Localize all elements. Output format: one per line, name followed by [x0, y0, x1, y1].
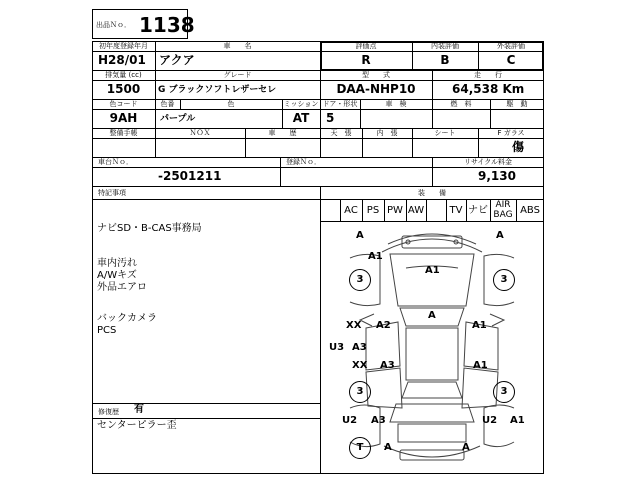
mileage-label: 走 行: [474, 71, 502, 79]
damage-mark: U2: [342, 415, 358, 426]
drive-label: 駆 動: [506, 100, 528, 108]
tire-mark: 3: [493, 381, 515, 403]
damage-mark: A3: [352, 342, 367, 353]
damage-mark: A1: [472, 320, 487, 331]
remark-line: 外品エアロ: [97, 282, 147, 293]
car-name-value: アクア: [159, 53, 195, 67]
score-value: R: [361, 53, 371, 67]
equipment-label: 装 備: [418, 189, 446, 197]
nox-label: ＮＯＸ: [189, 129, 211, 137]
recycle-label: リサイクル料金: [463, 158, 513, 166]
remark-line: バックカメラ: [97, 313, 157, 324]
damage-mark: A: [496, 230, 504, 241]
damage-mark: A3: [380, 360, 395, 371]
remark-line: ナビSD・B-CAS事務局: [97, 223, 202, 234]
color-code-value: 9AH: [109, 111, 138, 125]
equip-navi: ナビ: [468, 205, 488, 216]
year-label: 初年度登録年月: [99, 42, 148, 50]
spare-tire-mark: T: [349, 437, 371, 459]
seat-label: シート: [434, 129, 456, 137]
damage-mark: XX: [346, 320, 362, 331]
model-label: 型 式: [362, 71, 390, 79]
displacement-value: 1500: [106, 82, 141, 96]
chassis-no-value: -2501211: [158, 169, 222, 183]
equip-pw: PW: [387, 205, 403, 216]
year-value: H28/01: [98, 53, 146, 67]
remark-line: PCS: [97, 325, 117, 336]
tire-mark: 3: [349, 381, 371, 403]
car-name-label: 車 名: [223, 42, 252, 50]
tire-mark: 3: [349, 269, 371, 291]
exterior-label: 外装評価: [497, 42, 525, 50]
inspection-label: 車 検: [385, 100, 407, 108]
mileage-value: 64,538 Km: [452, 82, 525, 96]
score-label: 評価点: [355, 42, 377, 50]
damage-mark: U2: [482, 415, 498, 426]
damage-mark: U3: [329, 342, 345, 353]
remark-line: 車内汚れ: [97, 258, 137, 269]
fuel-label: 燃 料: [450, 100, 472, 108]
equip-abs: ABS: [520, 205, 540, 216]
interior-panel-label: 内 張: [376, 129, 398, 137]
equip-ps: PS: [366, 205, 380, 216]
damage-mark: A3: [371, 415, 386, 426]
reg-no-label: 登録Ｎｏ．: [286, 158, 321, 166]
grade-value: G ブラックソフトレザーセレ: [158, 85, 277, 95]
damage-mark: XX: [352, 360, 368, 371]
tire-mark: 3: [493, 269, 515, 291]
f-glass-value: 傷: [512, 140, 525, 154]
transmission-label: ミッション: [283, 100, 319, 108]
equip-aw: AW: [407, 205, 425, 216]
damage-mark: A1: [473, 360, 488, 371]
recycle-value: 9,130: [478, 169, 516, 183]
displacement-label: 排気量 (cc): [105, 71, 142, 79]
damage-mark: A1: [510, 415, 525, 426]
damage-mark: A: [428, 310, 436, 321]
history-label: 車 歴: [268, 129, 297, 137]
chassis-no-label: 車台Ｎｏ．: [98, 158, 133, 166]
color-code-label: 色コード: [109, 100, 138, 108]
lot-label: 出品Ｎｏ．: [96, 21, 131, 29]
damage-mark: A: [356, 230, 364, 241]
exterior-value: C: [506, 53, 516, 67]
color-label: 色: [227, 100, 235, 108]
damage-mark: A: [462, 442, 470, 453]
interior-value: B: [440, 53, 450, 67]
color-mark-label: 色番: [160, 100, 175, 108]
f-glass-label: F ガラス: [497, 129, 525, 137]
damage-mark: A2: [376, 320, 391, 331]
interior-label: 内装評価: [431, 42, 459, 50]
equip-airbag: AIR BAG: [493, 200, 513, 220]
lot-number-box: [92, 9, 195, 39]
door-label: ドア・形状: [322, 100, 358, 108]
color-value: パープル: [160, 114, 196, 124]
model-value: DAA-NHP10: [336, 82, 416, 96]
transmission-value: AT: [292, 111, 310, 125]
grade-label: グレード: [223, 71, 252, 79]
repair-note: センターピラー歪: [97, 420, 177, 431]
repair-label: 修復歴: [98, 408, 119, 416]
equip-tv: TV: [449, 205, 463, 216]
remark-line: A/Wキズ: [97, 270, 137, 281]
damage-mark: A: [384, 442, 392, 453]
maintenance-label: 整備手帳: [109, 129, 138, 137]
door-value: 5: [326, 111, 335, 125]
repair-value: 有: [134, 404, 144, 415]
remarks-label: 特記事項: [98, 189, 126, 197]
damage-mark: A1: [425, 265, 440, 276]
equip-ac: AC: [344, 205, 358, 216]
damage-mark: A1: [368, 251, 383, 262]
lot-number: 1138: [139, 13, 195, 37]
sunroof-label: 天 張: [330, 129, 352, 137]
